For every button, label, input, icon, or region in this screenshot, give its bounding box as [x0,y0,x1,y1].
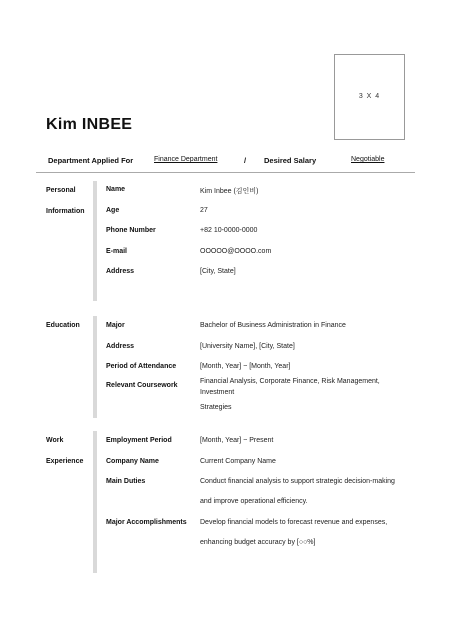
department-value: Finance Department [154,156,218,163]
personal-value: 27 [200,207,208,214]
personal-value: Kim Inbee (김인비) [200,188,259,195]
personal-label: Phone Number [106,227,156,234]
work-section-bar [93,431,97,573]
personal-value: [City, State] [200,268,236,275]
education-value: [Month, Year] ~ [Month, Year] [200,363,291,370]
personal-label: Age [106,207,120,214]
photo-placeholder [334,54,405,140]
personal-value: OOOOO@OOOO.com [200,248,272,255]
photo-size-label: 3 X 4 [358,93,381,100]
work-value: Current Company Name [200,458,276,465]
salary-value: Negotiable [351,156,385,163]
personal-label: E-mail [106,248,128,255]
applicant-name: Kim INBEE [46,116,133,133]
education-value-cont: Investment [200,389,235,396]
salary-label: Desired Salary [264,156,317,165]
education-value: Bachelor of Business Administration in Finance [200,322,346,329]
department-label: Department Applied For [48,156,134,165]
work-title-line2: Experience [46,458,84,465]
education-value: [University Name], [City, State] [200,343,295,350]
personal-label: Address [106,268,135,275]
education-value: Financial Analysis, Corporate Finance, Risk Management, [200,378,380,385]
personal-value: +82 10-0000-0000 [200,227,258,234]
personal-title-line1: Personal [46,187,76,194]
work-label: Company Name [106,458,159,465]
education-label: Relevant Coursework [106,382,178,389]
work-value: [Month, Year] ~ Present [200,437,274,444]
work-value-cont: and improve operational efficiency. [200,498,308,505]
personal-section-bar [93,181,97,301]
personal-title-line2: Information [46,208,85,215]
education-label: Address [106,343,135,350]
separator-slash: / [244,156,247,165]
work-value: Conduct financial analysis to support strategic decision-making [200,478,395,485]
work-value: Develop financial models to forecast revenue and expenses, [200,519,388,526]
personal-label: Name [106,186,126,193]
education-label: Major [106,322,125,329]
work-label: Main Duties [106,478,146,485]
work-value-cont: enhancing budget accuracy by [○○%] [200,539,316,546]
application-summary [46,156,415,167]
work-label: Major Accomplishments [106,519,187,526]
header-divider [36,172,415,173]
education-label: Period of Attendance [106,363,177,370]
education-value-cont: Strategies [200,404,232,411]
education-title: Education [46,322,80,329]
work-title-line1: Work [46,437,64,444]
education-section-bar [93,316,97,418]
work-label: Employment Period [106,437,172,444]
